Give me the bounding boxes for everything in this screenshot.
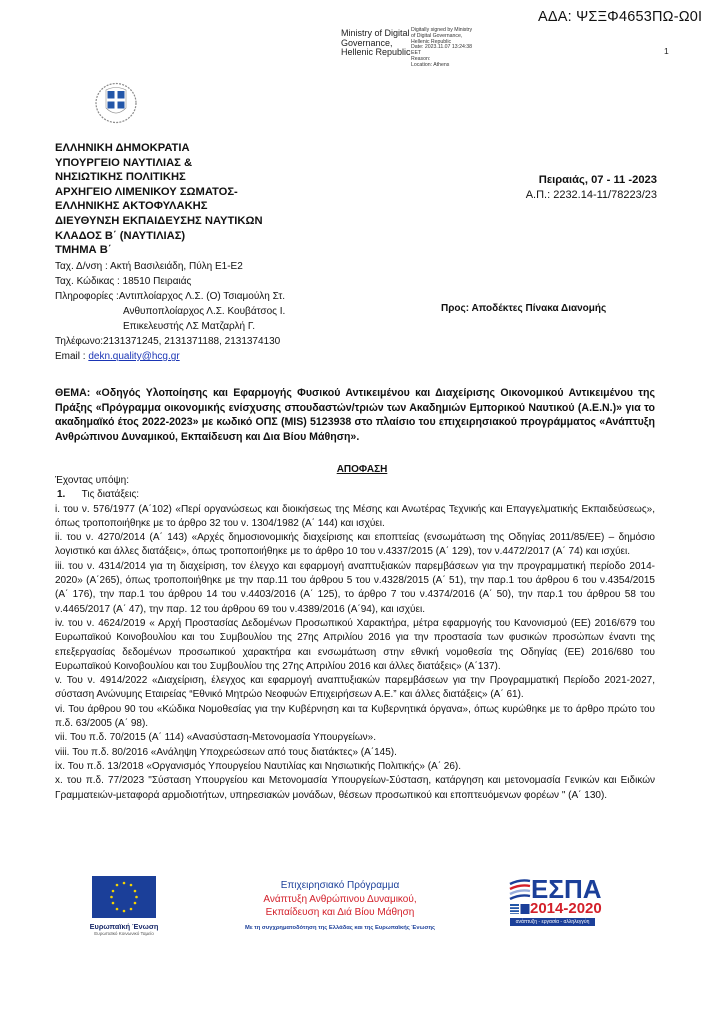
espa-title: ΕΣΠΑ (531, 874, 602, 904)
provision-number: vi. (55, 703, 65, 715)
signature-detail-line: Reason: (411, 55, 431, 62)
eu-label: Ευρωπαϊκή Ένωση (89, 922, 159, 931)
provision-item (55, 731, 655, 745)
provision-item (55, 531, 655, 560)
decision-title: ΑΠΟΦΑΣΗ (336, 464, 388, 475)
greek-eu-flags-icon (510, 904, 530, 914)
provision-text: Του π.δ. 13/2018 «Οργανισμός Υπουργείου Ναυτιλίας και Νησιωτικής Πολιτικής» (Α΄ 26). (67, 760, 462, 772)
email-label: Email : (55, 351, 86, 362)
section-heading (55, 488, 655, 502)
email-link[interactable]: dekn.quality@hcg.gr (88, 351, 180, 362)
provision-item (55, 503, 655, 532)
provision-text: του ν. 4624/2019 « Αρχή Προστασίας Δεδομένων Προσωπικού Χαρακτήρα, μέτρα εφαρμογής του Κανονισμού (ΕΕ) 2016/679 του Ευρωπαϊκού Κοινοβουλίου και του Συμβουλίου της 27ης Απριλίου 2016 για την προστασία των φυσικών προσώπων έναντι της επεξεργασίας δεδομένων προσωπικού χαρακτήρα και ενσωμάτωση στην εθνική νομοθεσία της Οδηγίας (ΕΕ) 2016/680 του Ευρωπαϊκού Κοινοβουλίου και του Συμβουλίου της 27ης Απριλίου 2016 και άλλες διατάξεις» (Α΄137). (55, 617, 655, 672)
subject: ΘΕΜΑ: «Οδηγός Υλοποίησης και Εφαρμογής Φυσικού Αντικειμένου και Διαχείρισης Οικονομικού Αντικειμένου της Πράξης «Πρόγραμμα οικονομικής ενίσχυσης σπουδαστών/τριών των Ακαδημιών Εμπορικού Ναυτικού (Α.Ε.Ν.)» για το ακαδημαϊκό έτος 2022-2023» με κωδικό ΟΠΣ (MIS) 5123938 στο πλαίσιο του επιχειρησιακού προγράμματος «Ανάπτυξη Ανθρώπινου Δυναμικού, Εκπαίδευση και Δια Βίου Μάθηση». (55, 387, 655, 443)
info-person: Επικελευστής ΛΣ Ματζαρλή Γ. (123, 321, 256, 332)
provision-item (55, 617, 655, 674)
signature-org-line: Governance, (341, 37, 393, 48)
signature-detail-line: Hellenic Republic (411, 38, 452, 45)
info-label: Πληροφορίες : (55, 291, 119, 302)
provision-item (55, 674, 655, 703)
provision-number: ii. (55, 532, 63, 544)
page-number: 1 (664, 46, 669, 56)
org-line: ΕΛΛΗΝΙΚΗ ΔΗΜΟΚΡΑΤΙΑ (55, 142, 190, 154)
signature-detail-line: EET (411, 50, 422, 57)
signature-details (411, 28, 481, 69)
espa-years: 2014-2020 (530, 900, 602, 917)
provision-number: viii. (55, 746, 70, 758)
program-title: Επιχειρησιακό Πρόγραμμα (280, 880, 400, 891)
eu-stars-icon (92, 876, 156, 918)
provision-text: του ν. 4314/2014 για τη διαχείριση, τον έλεγχο και εφαρμογή αναπτυξιακών παρεμβάσεων για την προγραμματική περίοδο 2014-2020» (Α΄265), όπως τροποποιήθηκε με την παρ.11 του άρθρου 5 του ν.4328/2015 (Α΄ 51), την παρ.1 του άρθρου 6 του ν.4354/2015 (Α΄ 176), την παρ.1 του άρθρου 14 του ν.4403/2016 (Α΄ 125), το άρθρο 7 του ν.4374/2016 (Α΄ 50), την παρ.1 του άρθρου 58 του ν.4465/2017 (Α΄ 47), την παρ. 12 του άρθρου 69 του ν.4389/2016 (Α΄94), και ισχύει. (55, 560, 655, 615)
program-name (210, 893, 470, 919)
signature-org-line: Ministry of Digital (341, 28, 410, 38)
greek-emblem-icon (94, 82, 138, 124)
phone: Τηλέφωνο:2131371245, 2131371188, 2131374130 (55, 336, 281, 347)
provision-text: του ν. 576/1977 (Α΄102) «Περί οργανώσεως και διοικήσεως της Μέσης και Ανωτέρας Τεχνικής και Επαγγελματικής Εκπαιδεύσεως», όπως τροποποιήθηκε με το άρθρο 32 του ν. 1304/1982 (Α΄ 144) και ισχύει. (55, 503, 655, 529)
signature-detail-line: Date: 2023.11.07 13:24:38 (411, 44, 473, 51)
espa-tagline: ανάπτυξη - εργασία - αλληλεγγύη (510, 918, 595, 926)
org-line: ΔΙΕΥΘΥΝΣΗ ΕΚΠΑΙΔΕΥΣΗΣ ΝΑΥΤΙΚΩΝ (55, 214, 263, 227)
provision-text: Του π.δ. 80/2016 «Ανάληψη Υποχρεώσεων από τους διατάκτες» (Α΄145). (72, 746, 397, 758)
document-date: Πειραιάς, 07 - 11 -2023 (538, 174, 657, 186)
provision-item (55, 760, 655, 774)
org-line: ΤΜΗΜΑ Β΄ (55, 244, 112, 257)
issuing-organization (55, 141, 263, 258)
address: Ταχ. Δ/νση : Ακτή Βασιλειάδη, Πύλη Ε1-Ε2 (55, 261, 243, 272)
email-row (55, 349, 285, 364)
provision-item (55, 560, 655, 617)
program-name-line: Ανάπτυξη Ανθρώπινου Δυναμικού, (263, 894, 417, 905)
provision-number: x. (55, 775, 63, 787)
provision-number: ix. (55, 760, 65, 772)
program-name-line: Εκπαίδευση και Διά Βίου Μάθηση (265, 907, 415, 918)
section-number: 1. (57, 489, 66, 501)
provision-number: iii. (55, 560, 65, 572)
decision-intro: Έχοντας υπόψη: (55, 475, 129, 486)
org-line: ΥΠΟΥΡΓΕΙΟ ΝΑΥΤΙΛΙΑΣ & (55, 156, 193, 169)
protocol-number: Α.Π.: 2232.14-11/78223/23 (525, 189, 657, 201)
provision-number: iv. (55, 617, 65, 629)
ada-code: ΑΔΑ: ΨΣΞΦ4653ΠΩ-Ω0Ι (538, 9, 703, 25)
contact-details (55, 259, 285, 364)
info-person: Ανθυποπλοίαρχος Λ.Σ. Κουβάτσος Ι. (123, 306, 286, 317)
eu-fund-label: Ευρωπαϊκό Κοινωνικό Ταμείο (94, 931, 154, 936)
provision-item (55, 703, 655, 732)
provision-number: v. (55, 675, 63, 687)
org-line: ΕΛΛΗΝΙΚΗΣ ΑΚΤΟΦΥΛΑΚΗΣ (55, 200, 208, 213)
provision-text: Του π.δ. 70/2015 (Α΄ 114) «Ανασύσταση-Μετονομασία Υπουργείων». (70, 732, 377, 744)
provision-text: Του ν. 4914/2022 «Διαχείριση, έλεγχος και εφαρμογή αναπτυξιακών παρεμβάσεων για την Προγραμματική Περίοδο 2021-2027, σύσταση Ανώνυμης Εταιρείας “Εθνικό Μητρώο Νεοφυών Επιχειρήσεων Α.Ε.” και άλλες διατάξεις» (Α΄ 61). (55, 675, 655, 701)
provision-number: vii. (55, 732, 68, 744)
org-line: ΑΡΧΗΓΕΙΟ ΛΙΜΕΝΙΚΟΥ ΣΩΜΑΤΟΣ- (55, 185, 238, 198)
section-label: Τις διατάξεις: (81, 489, 140, 501)
decision-body (55, 474, 655, 803)
provision-text: του ν. 4270/2014 (Α΄ 143) «Αρχές δημοσιονομικής διαχείρισης και εποπτείας (ενσωμάτωση της Οδηγίας 2011/85/ΕΕ) – δημόσιο λογιστικό και άλλες διατάξεις», όπως τροποποιήθηκε με το άρθρο 10 του ν.4337/2015 (Α΄ 129), τον ν.4472/2017 (Α΄ 74) και ισχύει. (55, 532, 655, 558)
info-person: Αντιπλοίαρχος Λ.Σ. (Ο) Τσιαμούλη Στ. (118, 291, 286, 302)
cofunding-note: Με τη συγχρηματοδότηση της Ελλάδας και της Ευρωπαϊκής Ένωσης (244, 925, 435, 931)
recipient: Προς: Αποδέκτες Πίνακα Διανομής (441, 303, 607, 314)
signature-detail-line: Location: Athens (411, 61, 450, 68)
signature-detail-line: Digitally signed by Ministry (411, 27, 473, 33)
provision-text: Του άρθρου 90 του «Κώδικα Νομοθεσίας για την Κυβέρνηση και τα Κυβερνητικά όργανα», όπως κυρώθηκε με το άρθρο πρώτο του π.δ. 63/2005 (Α΄ 98). (55, 703, 656, 730)
provision-number: i. (55, 503, 60, 515)
signature-organization (341, 29, 411, 58)
info-row (55, 289, 285, 304)
provision-item (55, 746, 655, 760)
provision-item (55, 774, 655, 803)
signature-org-line: Hellenic Republic (341, 47, 411, 57)
provision-text: του π.δ. 77/2023 "Σύσταση Υπουργείου και Μετονομασία Υπουργείων-Σύσταση, κατάργηση και μετονομασία Γενικών και Ειδικών Γραμματειών-μεταφορά αρμοδιοτήτων, υπηρεσιακών μονάδων, θέσεων προσωπικού και εποπτευόμενων φορέων " (Α΄ 130). (55, 775, 655, 801)
org-line: ΝΗΣΙΩΤΙΚΗΣ ΠΟΛΙΤΙΚΗΣ (55, 171, 186, 184)
eu-flag-icon (92, 876, 156, 918)
org-line: ΚΛΑΔΟΣ Β΄ (ΝΑΥΤΙΛΙΑΣ) (55, 229, 186, 242)
espa-waves-icon (509, 878, 531, 900)
postal-code: Ταχ. Κώδικας : 18510 Πειραιάς (55, 276, 192, 287)
signature-detail-line: of Digital Governance, (411, 32, 463, 39)
